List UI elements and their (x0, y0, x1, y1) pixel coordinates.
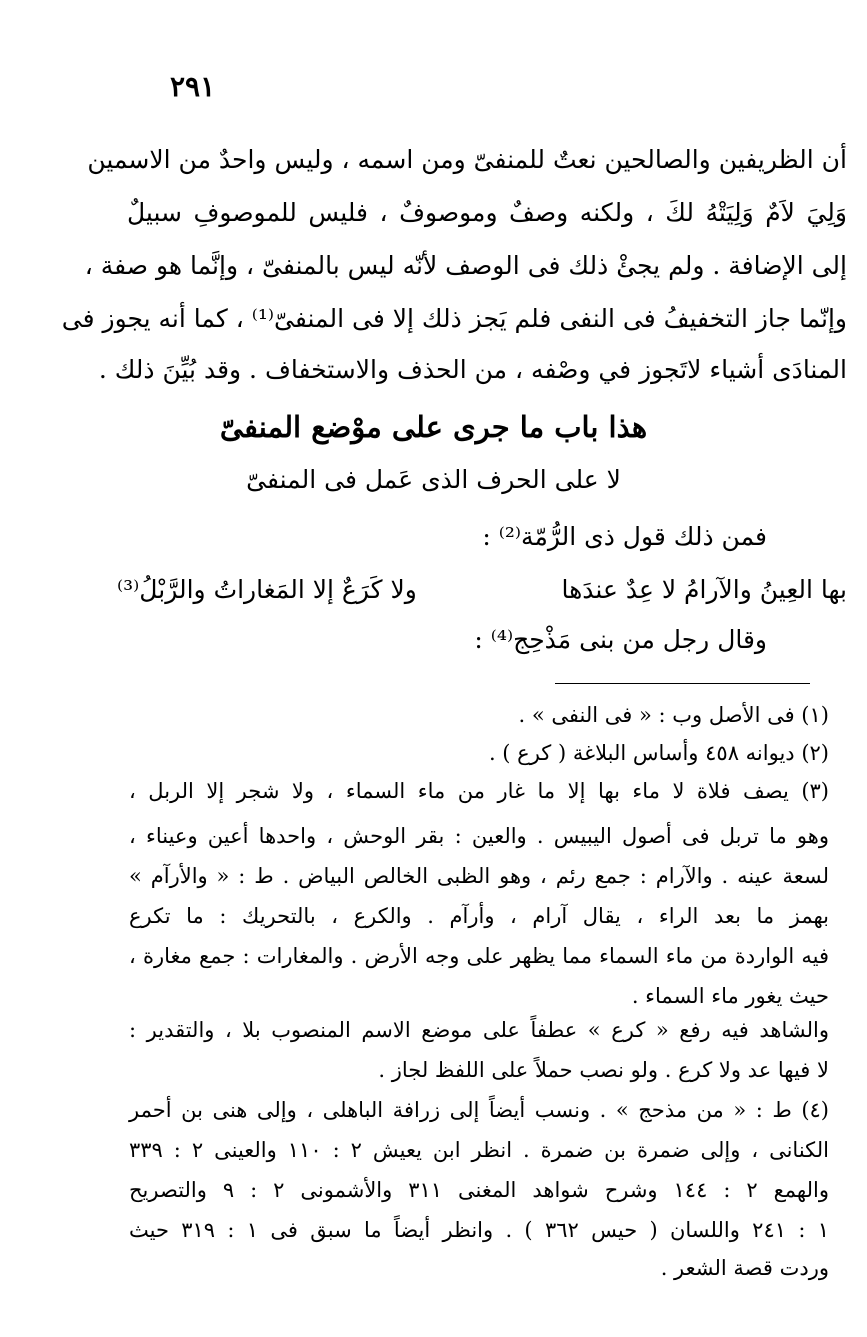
footnote-line: والشاهد فيه رفع « كرع » عطفاً على موضع الاسم المنصوب بلا ، والتقدير : (129, 1018, 829, 1042)
footnote-line: ١ : ٢٤١ واللسان ( حيس ٣٦٢ ) . وانظر أيضاً ما سبق فى ١ : ٣١٩ حيث (129, 1218, 829, 1242)
body-line: وإنّما جاز التخفيفُ فى النفى فلم يَجز ذلك إلا فى المنفىّ⁽¹⁾ ، كما أنه يجوز فى (61, 304, 847, 333)
footnote-line: بهمز ما بعد الراء ، يقال آرام ، وأرآم . والكرع ، بالتحريك : ما تكرع (129, 904, 829, 928)
body-line: وَلِيَ لاَمٌ وَلِيَتْهُ لكَ ، ولكنه وصفٌ وموصوفٌ ، فليس للموصوفِ سبيلٌ (127, 198, 847, 227)
footnote-line: الكنانى ، وإلى ضمرة بن ضمرة . انظر ابن يعيش ٢ : ١١٠ والعينى ٢ : ٣٣٩ (129, 1138, 829, 1162)
page-number: ٢٩١ (170, 70, 216, 103)
footnote-line: والهمع ٢ : ١٤٤ وشرح شواهد المغنى ٣١١ والأشمونى ٢ : ٩ والتصريح (129, 1178, 829, 1202)
body-line: المنادَى أشياء لاتَجوز في وصْفه ، من الحذف والاستخفاف . وقد بُيِّنَ ذلك . (98, 355, 847, 384)
verse-first-hemistich: بها العِينُ والآرامُ لا عِدٌ عندَها (561, 575, 847, 604)
verse-second-hemistich: ولا كَرَعٌ إلا المَغاراتُ والرَّبْلُ⁽³⁾ (117, 575, 417, 604)
body-line: أن الظريفين والصالحين نعتٌ للمنفىّ ومن اسمه ، وليس واحدٌ من الاسمين (87, 145, 847, 174)
chapter-subheading: لا على الحرف الذى عَمل فى المنفىّ (246, 465, 621, 494)
footnote-line: (٢) ديوانه ٤٥٨ وأساس البلاغة ( كرع ) . (488, 741, 829, 765)
footnote-line: (١) فى الأصل وب : « فى النفى » . (518, 703, 829, 727)
footnote-line: وردت قصة الشعر . (660, 1256, 829, 1280)
footnote-divider (555, 683, 810, 684)
footnote-line: لسعة عينه . والآرام : جمع رئم ، وهو الظبى الخالص البياض . ط : « والأرآم » (129, 864, 829, 888)
footnote-line: فيه الواردة من ماء السماء مما يظهر على وجه الأرض . والمغارات : جمع مغارة ، (129, 944, 829, 968)
footnote-line: وهو ما تربل فى أصول اليبيس . والعين : بقر الوحش ، واحدها أعين وعيناء ، (129, 824, 829, 848)
footnote-line: لا فيها عد ولا كرع . ولو نصب حملاً على اللفظ لجاز . (378, 1058, 829, 1082)
verse (117, 575, 847, 615)
footnote-line: (٣) يصف فلاة لا ماء بها إلا ما غار من ماء السماء ، ولا شجر إلا الربل ، (129, 779, 829, 803)
body-line: إلى الإضافة . ولم يجئْ ذلك فى الوصف لأنّه ليس بالمنفىّ ، وإنَّما هو صفة ، (84, 251, 847, 280)
verse-intro: فمن ذلك قول ذى الرُّمّة⁽²⁾ : (482, 522, 767, 551)
footnote-line: (٤) ط : « من مذحج » . ونسب أيضاً إلى زرافة الباهلى ، وإلى هنى بن أحمر (129, 1098, 829, 1122)
chapter-heading: هذا باب ما جرى على موْضع المنفىّ (219, 410, 648, 444)
verse-intro: وقال رجل من بنى مَذْحِج⁽⁴⁾ : (474, 625, 767, 654)
footnote-line: حيث يغور ماء السماء . (631, 984, 829, 1008)
